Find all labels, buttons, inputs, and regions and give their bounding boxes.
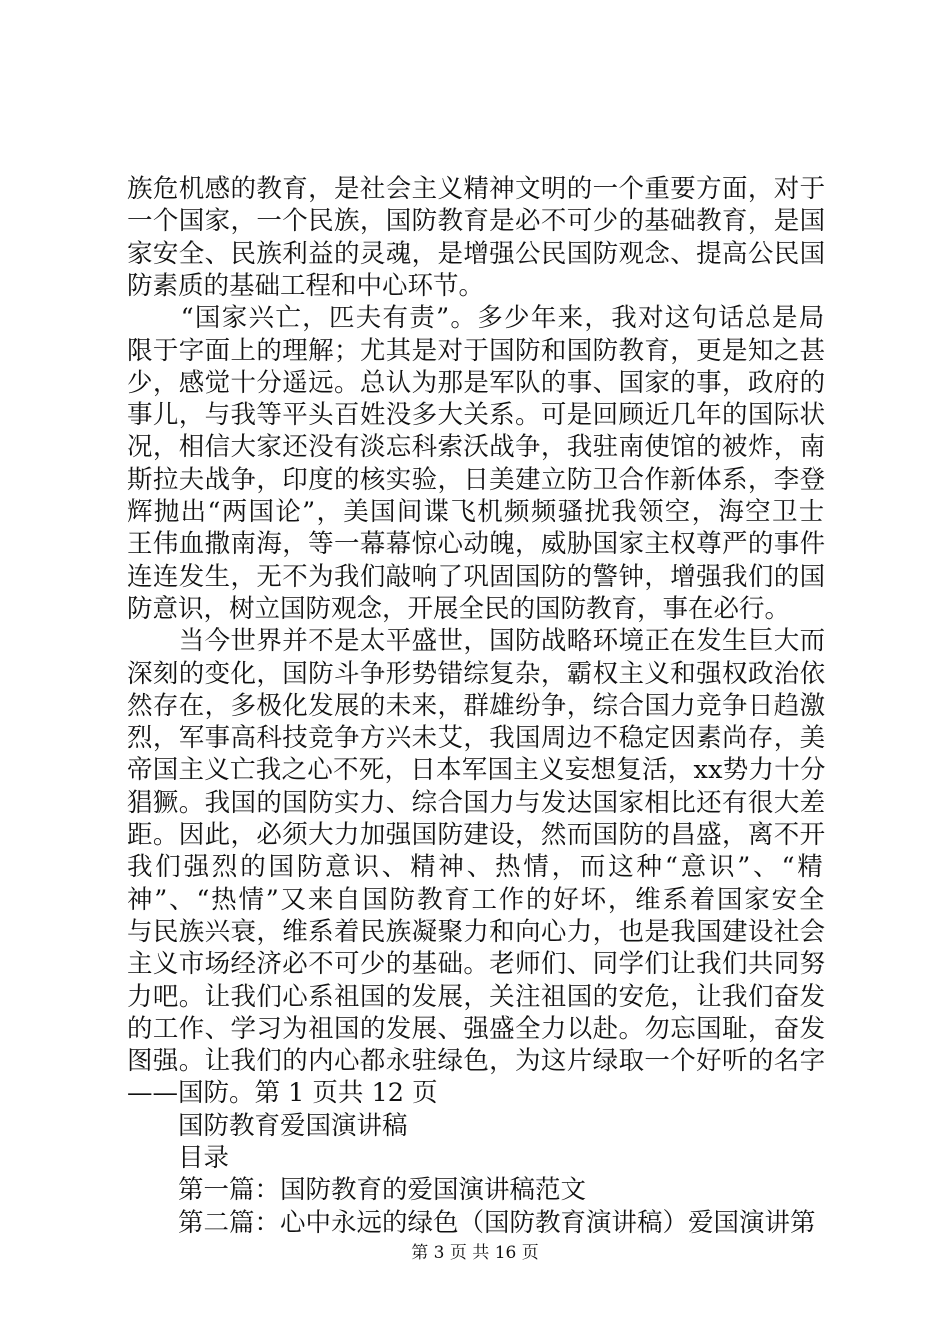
text-line: ——国防。第 1 页共 12 页 xyxy=(127,1078,438,1109)
text-line: 神”、“热情”又来自国防教育工作的好坏，维系着国家安全 xyxy=(127,884,827,915)
text-line: 第二篇：心中永远的绿色（国防教育演讲稿）爱国演讲第 xyxy=(127,1207,816,1238)
page-footer: 第 3 页 共 16 页 xyxy=(411,1243,539,1263)
text-line: 图强。让我们的内心都永驻绿色，为这片绿取一个好听的名字 xyxy=(127,1046,826,1077)
text-line: 主义市场经济必不可少的基础。老师们、同学们让我们共同努 xyxy=(127,949,826,980)
text-line: 辉抛出“两国论”，美国间谍飞机频频骚扰我领空，海空卫士 xyxy=(127,497,826,527)
text-line: 家安全、民族利益的灵魂，是增强公民国防观念、提高公民国 xyxy=(127,238,826,269)
text-line: 力吧。让我们心系祖国的发展，关注祖国的安危，让我们奋发 xyxy=(127,981,826,1012)
text-line: “国家兴亡，匹夫有责”。多少年来，我对这句话总是局 xyxy=(127,303,826,334)
text-line: 族危机感的教育，是社会主义精神文明的一个重要方面，对于 xyxy=(127,174,826,204)
text-line: 然存在，多极化发展的未来，群雄纷争，综合国力竞争日趋激 xyxy=(127,690,826,721)
text-line: 烈，军事高科技竞争方兴未艾，我国周边不稳定因素尚存，美 xyxy=(127,723,826,754)
text-line: 第一篇：国防教育的爱国演讲稿范文 xyxy=(127,1175,587,1206)
text-line: 深刻的变化，国防斗争形势错综复杂，霸权主义和强权政治依 xyxy=(127,658,826,689)
text-line: 与民族兴衰，维系着民族凝聚力和向心力，也是我国建设社会 xyxy=(127,916,826,947)
text-line: 的工作、学习为祖国的发展、强盛全力以赴。勿忘国耻，奋发 xyxy=(127,1013,826,1044)
text-line: 猖獗。我国的国防实力、综合国力与发达国家相比还有很大差 xyxy=(127,787,826,818)
text-line: 斯拉夫战争，印度的核实验，日美建立防卫合作新体系，李登 xyxy=(127,464,826,495)
text-line: 王伟血撒南海，等一幕幕惊心动魄，威胁国家主权尊严的事件 xyxy=(127,529,826,560)
text-line: 连连发生，无不为我们敲响了巩固国防的警钟，增强我们的国 xyxy=(127,561,826,592)
text-line: 事儿，与我等平头百姓没多大关系。可是回顾近几年的国际状 xyxy=(127,400,826,431)
text-line: 帝国主义亡我之心不死，日本军国主义妄想复活，xx势力十分 xyxy=(127,755,826,786)
text-line: 当今世界并不是太平盛世，国防战略环境正在发生巨大而 xyxy=(127,626,826,657)
text-line: 国防教育爱国演讲稿 xyxy=(127,1110,408,1141)
text-line: 防意识，树立国防观念，开展全民的国防教育，事在必行。 xyxy=(127,593,791,624)
text-line: 防素质的基础工程和中心环节。 xyxy=(127,270,485,301)
text-line: 一个国家，一个民族，国防教育是必不可少的基础教育，是国 xyxy=(127,206,826,237)
text-line: 距。因此，必须大力加强国防建设，然而国防的昌盛，离不开 xyxy=(127,820,826,850)
text-line: 少，感觉十分遥远。总认为那是军队的事、国家的事，政府的 xyxy=(127,367,826,398)
text-line: 目录 xyxy=(127,1143,230,1173)
text-line: 限于字面上的理解；尤其是对于国防和国防教育，更是知之甚 xyxy=(127,335,826,366)
text-line: 我们强烈的国防意识、精神、热情，而这种“意识”、“精 xyxy=(127,852,826,883)
text-line: 况，相信大家还没有淡忘科索沃战争，我驻南使馆的被炸，南 xyxy=(127,432,826,463)
